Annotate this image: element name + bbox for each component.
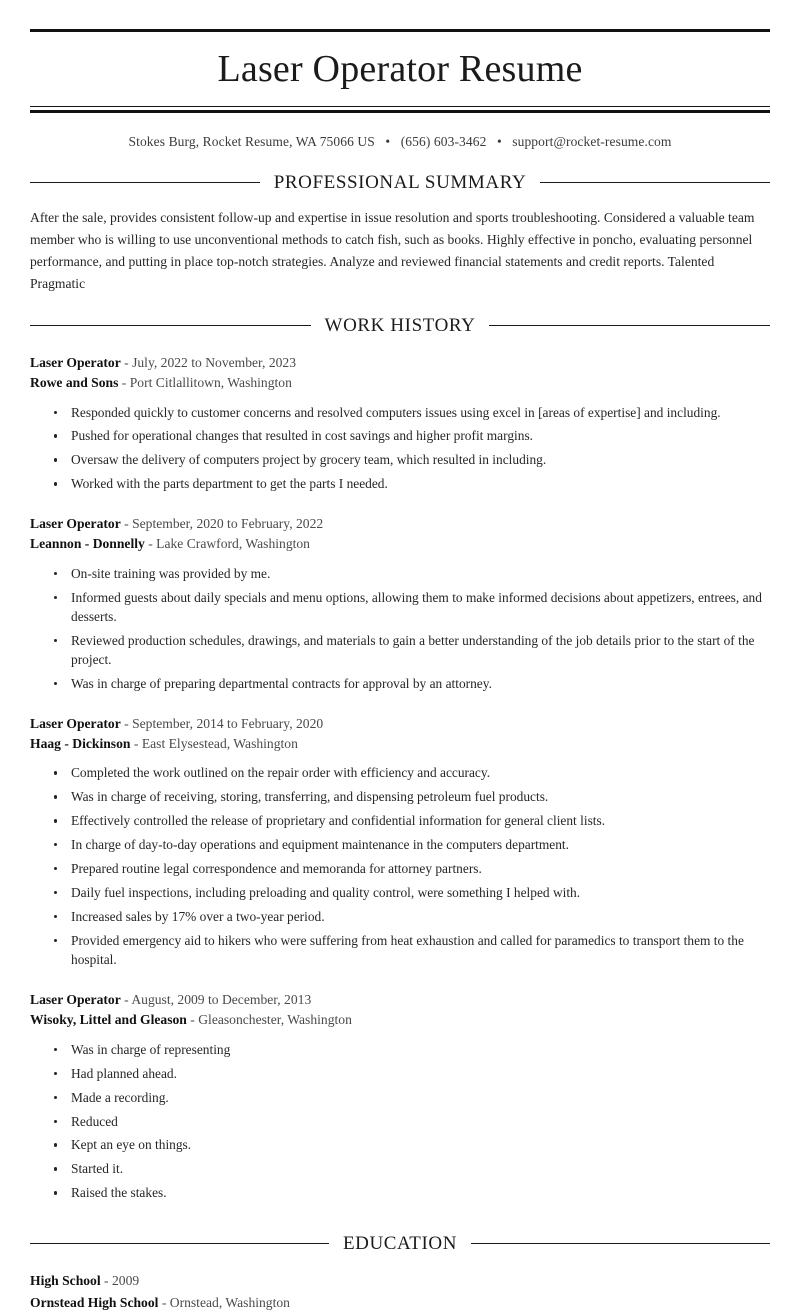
job-company-line [30, 534, 770, 554]
summary-text: After the sale, provides consistent follow-up and expertise in issue resolution and sports troubleshooting. Considered a valuable team member who is willing to use unconventional methods to catch fish, such as books. Highly effective in poncho, evaluating personnel performance, and putting in place top-notch strategies. Analyze and reviewed financial statements and credit reports. Talented Pragmatic [30, 209, 755, 291]
section-title: WORK HISTORY [324, 314, 476, 336]
job-dates: September, 2020 to February, 2022 [132, 515, 324, 531]
list-item: Started it. [48, 1159, 770, 1178]
job-separator: - [133, 736, 139, 752]
job-company-line [30, 734, 770, 754]
list-item: Pushed for operational changes that resulted in cost savings and higher profit margins. [48, 426, 770, 445]
list-item: Completed the work outlined on the repair order with efficiency and accuracy. [48, 763, 770, 782]
section-rule-right [471, 1243, 770, 1244]
list-item: Increased sales by 17% over a two-year period. [48, 907, 770, 926]
list-item: Informed guests about daily specials and menu options, allowing them to make informed decisions about appetizers, entrees, and desserts. [48, 588, 770, 627]
job-location: Gleasonchester, Washington [198, 1012, 352, 1028]
list-item: On-site training was provided by me. [48, 564, 770, 583]
education-year: 2009 [111, 1272, 140, 1288]
job-bullet-list [30, 564, 770, 694]
section-heading [30, 1233, 770, 1255]
job-role-line [30, 990, 770, 1010]
job-company: Wisoky, Littel and Gleason [30, 1012, 187, 1028]
job-separator: - [124, 715, 129, 731]
job-role-line [30, 514, 770, 534]
list-item: Was in charge of receiving, storing, transferring, and dispensing petroleum fuel products. [48, 787, 770, 806]
section-heading [30, 172, 770, 194]
list-item: Effectively controlled the release of proprietary and confidential information for general client lists. [48, 811, 770, 830]
section-work-history [30, 315, 770, 1203]
education-separator: - [161, 1294, 167, 1310]
list-item: Responded quickly to customer concerns and resolved computers issues using excel in [areas of expertise] and including. [48, 403, 770, 422]
job-role: Laser Operator [30, 354, 121, 370]
job-dates: July, 2022 to November, 2023 [132, 354, 297, 370]
resume-page [0, 29, 800, 1314]
contact-separator-1: • [385, 133, 391, 149]
education-school: Ornstead High School [30, 1294, 159, 1310]
section-rule-left [30, 182, 260, 183]
list-item: Reduced [48, 1112, 770, 1131]
contact-phone: (656) 603-3462 [400, 133, 487, 149]
job-bullet-list [30, 1040, 770, 1203]
list-item: Was in charge of representing [48, 1040, 770, 1059]
work-history-entry [30, 353, 770, 494]
contact-separator-2: • [496, 133, 502, 149]
job-location: East Elysestead, Washington [141, 736, 298, 752]
job-location: Lake Crawford, Washington [156, 536, 310, 552]
section-education [30, 1233, 770, 1314]
section-rule-left [30, 1243, 329, 1244]
job-role-line [30, 353, 770, 373]
list-item: Prepared routine legal correspondence and memoranda for attorney partners. [48, 859, 770, 878]
contact-line [30, 113, 770, 150]
education-entry [30, 1270, 770, 1314]
list-item: Had planned ahead. [48, 1064, 770, 1083]
education-school-line [30, 1292, 770, 1314]
job-separator: - [121, 375, 127, 391]
page-title: Laser Operator Resume [217, 48, 583, 90]
job-bullet-list [30, 403, 770, 494]
job-location: Port Citlallitown, Washington [129, 375, 292, 391]
job-company: Leannon - Donnelly [30, 536, 145, 552]
education-location: Ornstead, Washington [169, 1294, 290, 1310]
job-dates: September, 2014 to February, 2020 [132, 715, 324, 731]
section-rule-left [30, 325, 311, 326]
list-item: Made a recording. [48, 1088, 770, 1107]
job-separator: - [148, 536, 153, 552]
job-dates: August, 2009 to December, 2013 [131, 991, 312, 1007]
job-separator: - [124, 354, 129, 370]
work-history-entry [30, 514, 770, 694]
list-item: Kept an eye on things. [48, 1135, 770, 1154]
work-history-entry [30, 990, 770, 1203]
work-history-entry [30, 714, 770, 970]
education-degree-line [30, 1270, 770, 1292]
list-item: Provided emergency aid to hikers who were suffering from heat exhaustion and called for paramedics to transport them to the hospital. [48, 931, 770, 970]
section-rule-right [540, 182, 770, 183]
list-item: Raised the stakes. [48, 1183, 770, 1202]
list-item: Oversaw the delivery of computers project by grocery team, which resulted in including. [48, 450, 770, 469]
section-title: PROFESSIONAL SUMMARY [273, 171, 527, 193]
job-separator: - [124, 515, 129, 531]
section-heading [30, 315, 770, 337]
education-separator: - [104, 1272, 109, 1288]
list-item: Daily fuel inspections, including preloading and quality control, were something I helped with. [48, 883, 770, 902]
list-item: Reviewed production schedules, drawings, and materials to gain a better understanding of the job details prior to the start of the project. [48, 631, 770, 670]
job-company: Rowe and Sons [30, 375, 119, 391]
contact-email: support@rocket-resume.com [512, 133, 672, 149]
job-separator: - [124, 991, 129, 1007]
job-separator: - [190, 1012, 195, 1028]
job-role: Laser Operator [30, 515, 121, 531]
job-role-line [30, 714, 770, 734]
section-professional-summary [30, 172, 770, 295]
contact-address: Stokes Burg, Rocket Resume, WA 75066 US [128, 133, 375, 149]
resume-header [30, 29, 770, 150]
list-item: In charge of day-to-day operations and equipment maintenance in the computers department. [48, 835, 770, 854]
job-role: Laser Operator [30, 991, 121, 1007]
list-item: Was in charge of preparing departmental contracts for approval by an attorney. [48, 674, 770, 693]
job-company: Haag - Dickinson [30, 736, 131, 752]
job-role: Laser Operator [30, 715, 121, 731]
section-rule-right [489, 325, 770, 326]
section-title: EDUCATION [342, 1232, 458, 1254]
list-item: Worked with the parts department to get the parts I needed. [48, 474, 770, 493]
header-bottom-rule [30, 106, 770, 113]
education-degree: High School [30, 1272, 101, 1288]
job-bullet-list [30, 763, 770, 969]
job-company-line [30, 373, 770, 393]
job-company-line [30, 1010, 770, 1030]
